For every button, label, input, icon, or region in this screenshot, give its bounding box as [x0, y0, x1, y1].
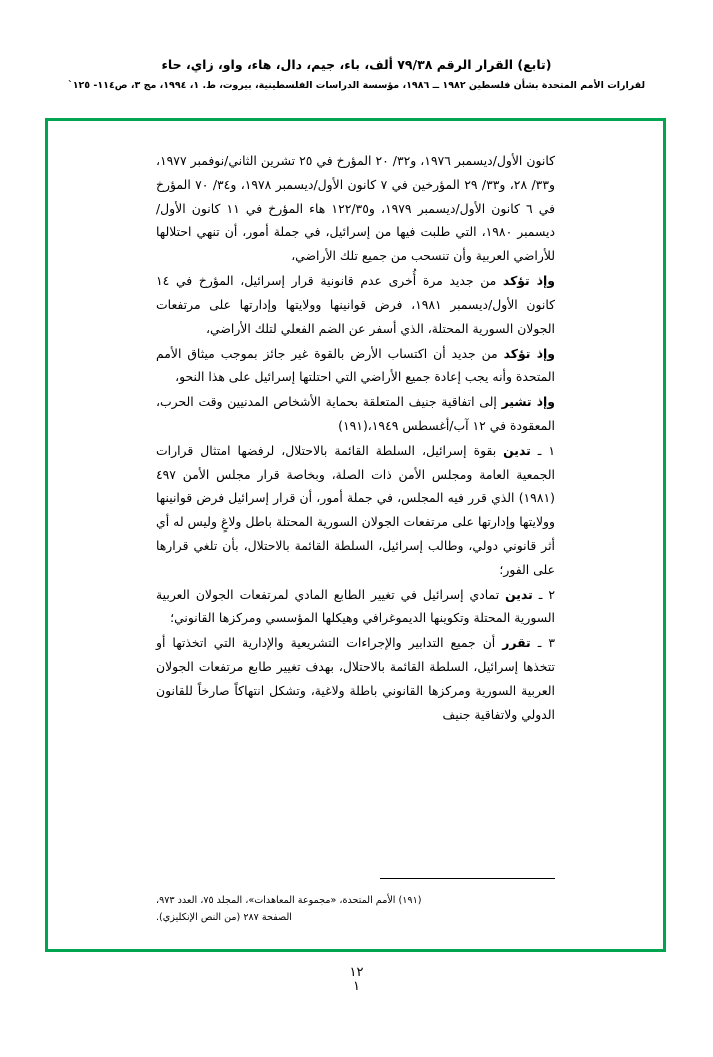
- emphasis: تدين: [503, 442, 531, 458]
- emphasis: وإذ تؤكد: [502, 273, 556, 289]
- header-subtitle: لقرارات الأمم المتحدة بشأن فلسطين ١٩٨٢ ــ ١٩٨٦، مؤسسة الدراسات الفلسطينية، بيروت، ط. ١، ١٩٩٤، مج ٣، ص١١٤- ١٢٥`: [67, 79, 646, 91]
- page-number-line: ١: [353, 978, 360, 994]
- footnote-separator: [380, 878, 555, 879]
- footnote: [156, 892, 555, 927]
- emphasis: وإذ تؤكد: [503, 345, 555, 361]
- header-title: (تابع) القرار الرقم ٧٩/٣٨ ألف، باء، جيم، دال، هاء، واو، زاي، حاء: [161, 57, 552, 72]
- paragraph: وإذ تشير إلى اتفاقية جنيف المتعلقة بحماية الأشخاص المدنيين وقت الحرب، المعقودة في ١٢ آب/أغسطس ١٩٤٩،(١٩١): [156, 394, 555, 433]
- page-number-line: ١٢: [349, 965, 364, 980]
- footnote-line: (١٩١) الأمم المتحدة، «مجموعة المعاهدات»، المجلد ٧٥، العدد ٩٧٣،: [156, 894, 422, 906]
- paragraph: ١ ـ تدين بقوة إسرائيل، السلطة القائمة بالاحتلال، لرفضها امتثال قرارات الجمعية العامة ومجلس الأمن ذات الصلة، وبخاصة قرار مجلس الأمن ٤٩٧ (١٩٨١) الذي قرر فيه المجلس، في جملة أمور، أن قرار إسرائيل فرض قوانينها وولايتها وإدارتها على مرتفعات الجولان السورية المحتلة باطل ولاغٍ وليس له أي أثر قانوني دولي، وطالب إسرائيل، السلطة القائمة بالاحتلال، بأن تلغي قرارها على الفور؛: [156, 442, 555, 577]
- document-body: [156, 149, 555, 728]
- emphasis: وإذ تشير: [501, 394, 555, 410]
- page-number: [0, 966, 713, 993]
- emphasis: تقرر: [502, 635, 531, 651]
- paragraph: ٢ ـ تدين تمادي إسرائيل في تغيير الطابع المادي لمرتفعات الجولان العربية السورية المحتلة وتكوينها الديموغرافي وهيكلها المؤسسي ومركزها القانوني؛: [156, 586, 555, 626]
- green-border-frame: [45, 118, 666, 952]
- paragraph: وإذ تؤكد من جديد مرة أُخرى عدم قانونية قرار إسرائيل، المؤرخ في ١٤ كانون الأول/ديسمبر ١٩٨١، فرض قوانينها وولايتها وإدارتها على مرتفعات الجولان السورية المحتلة، الذي أسفر عن الضم الفعلي لتلك الأراضي،: [156, 273, 556, 336]
- paragraph: كانون الأول/ديسمبر ١٩٧٦، و٣٢/ ٢٠ المؤرخ في ٢٥ تشرين الثاني/نوفمبر ١٩٧٧، و٣٣/ ٢٨، و٣٣/ ٢٩ المؤرخين في ٧ كانون الأول/ديسمبر ١٩٧٨، و٣٤/ ٧٠ المؤرخ في ٦ كانون الأول/ديسمبر ١٩٧٩، و١٢٢/٣٥ هاء المؤرخ في ١١ كانون الأول/ديسمبر ١٩٨٠، التي طلبت فيها من إسرائيل، في جملة أمور، أن تنهي احتلالها للأراضي العربية وأن تنسحب من جميع تلك الأراضي،: [156, 153, 556, 264]
- paragraph: وإذ تؤكد من جديد أن اكتساب الأرض بالقوة غير جائز بموجب ميثاق الأمم المتحدة وأنه يجب إعادة جميع الأراضي التي احتلتها إسرائيل على هذا النحو،: [156, 345, 555, 385]
- page-header: [0, 56, 713, 93]
- footnote-line: الصفحة ٢٨٧ (من النص الإنكليزي).: [156, 912, 292, 924]
- emphasis: تدين: [505, 586, 533, 602]
- paragraph: ٣ ـ تقرر أن جميع التدابير والإجراءات التشريعية والإدارية التي اتخذتها أو تتخذها إسرائيل، السلطة القائمة بالاحتلال، بهدف تغيير طابع مرتفعات الجولان العربية السورية ومركزها القانوني باطلة ولاغية، وتشكل انتهاكاً صارخاً للقانون الدولي ولاتفاقية جنيف: [156, 635, 555, 722]
